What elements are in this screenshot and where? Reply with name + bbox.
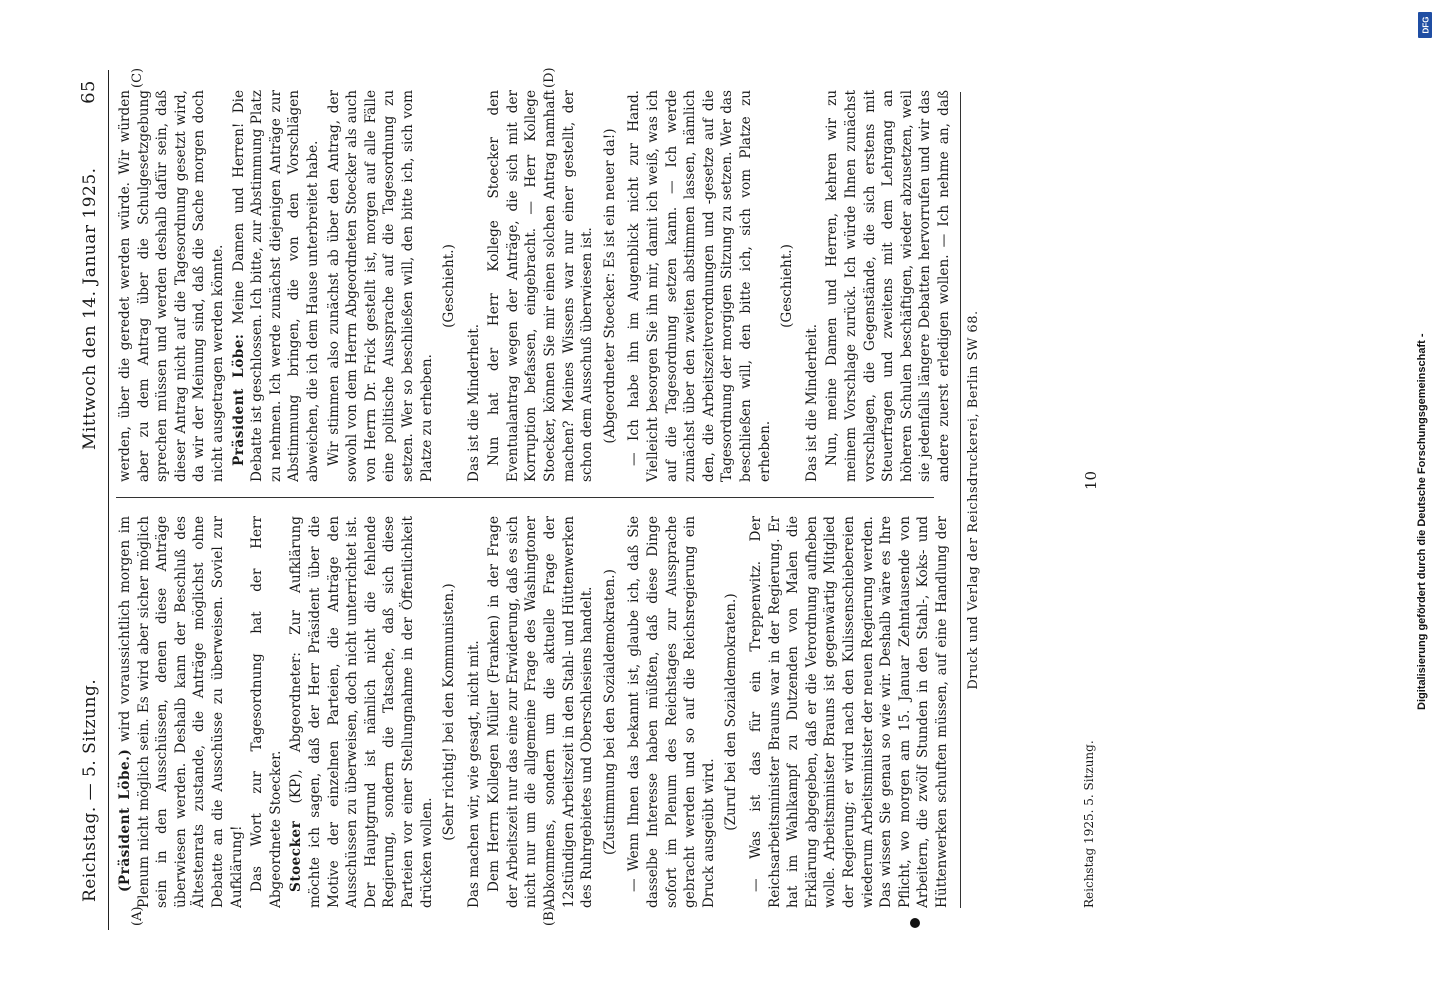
paragraph-text: Dem Herrn Kollegen Müller (Franken) in der Frage der Arbeitszeit nur das eine zur Erwiderung, daß es sich nicht nur um die allgemeine Frage des Washingtoner Abkommens, sondern um die aktuelle Frage der 12stündigen Arbeitszeit in den Stahl- und Hüttenwerken des Ruhrgebietes und Oberschlesiens handelt. (486, 516, 596, 908)
paragraph (485, 90, 597, 482)
paragraph-text: Das ist die Minderheit. (803, 323, 820, 482)
interjection (722, 516, 741, 908)
bullet-dot (910, 918, 920, 928)
paragraph (803, 90, 822, 482)
speaker-name: (Präsident Löbe.) (117, 748, 133, 892)
margin-marker-d: (D) (542, 67, 557, 88)
page-number: 65 (78, 80, 99, 104)
paragraph-text: (Geschieht.) (779, 244, 796, 328)
footer-rule (960, 92, 961, 908)
interjection (601, 90, 620, 482)
running-head (72, 70, 109, 930)
paragraph-text: Wir stimmen also zunächst ab über den Antrag, der sowohl von dem Herrn Abgeordneten Stoecker als auch von Herrn Dr. Frick gestellt ist, morgen auf alle Fälle eine politische Aussprache auf die Tagesordnung zu setzen. Wer so beschließen will, den bitte ich, sich vom Platze zu erheben. (325, 90, 435, 482)
paragraph-text: Das ist die Minderheit. (465, 323, 482, 482)
paragraph (823, 90, 954, 482)
margin-marker-c: (C) (130, 67, 145, 88)
paragraph-text: Das Wort zur Tagesordnung hat der Herr Abgeordnete Stoecker. (249, 516, 284, 908)
paragraph-text: Nun, meine Damen und Herren, kehren wir zu meinem Vorschlage zurück. Ich würde Ihnen zunächst vorschlagen, die Gegenstände, die sich erstens mit Steuerfragen und zweitens mit dem Lehrgang an höheren Schulen beschäftigen, wieder abzusetzen, weil sie jedenfalls längere Debatten hervorrufen und wir das andere zuerst erledigen wollen. — Ich nehme an, daß (824, 90, 952, 482)
paragraph (465, 516, 484, 908)
paragraph-text: (Zustimmung bei den Sozialdemokraten.) (601, 569, 618, 855)
paragraph (230, 90, 323, 482)
session-title: Reichstag. — 5. Sitzung. (80, 678, 100, 902)
paragraph (465, 90, 484, 482)
dfg-logo: DFG (1418, 12, 1432, 38)
interjection (440, 516, 459, 908)
paragraph-text: Meine Damen und Herren! Die Debatte ist geschlossen. Ich bitte, zur Abstimmung Platz zu nehmen. Ich werde zunächst diejenigen Anträge zur Abstimmung bringen, die von den Vorschlägen abweichen, die ich dem Hause unterbreitet habe. (230, 90, 321, 482)
sheet-number: 10 (1082, 470, 1100, 490)
margin-marker-b: (B) (542, 906, 557, 926)
paragraph-text: (Sehr richtig! bei den Kommunisten.) (441, 583, 458, 841)
dfg-watermark (1416, 10, 1434, 990)
paragraph-text: (Geschieht.) (441, 244, 458, 328)
speaker-name: Stoecker (288, 820, 305, 892)
paragraph-text: — Ich habe ihn im Augenblick nicht zur Hand. Vielleicht besorgen Sie ihn mir, damit ich weiß, was ich auf die Tagesordnung setzen kann. — Ich werde zunächst über den zweiten abstimmen lassen, nämlich den, die Arbeitszeitverordnungen und -gesetze auf die Tagesordnung der morgigen Sitzung zu setzen. Wer das beschließen will, den bitte ich, sich vom Platze zu erheben. (626, 90, 773, 482)
paragraph-text: — Was ist das für ein Treppenwitz. Der Reichsarbeitsminister Brauns war in der Regierung. Er hat im Wahlkampf zu Dutzenden von Malen die Erklärung abgegeben, daß er die Verordnung aufheben wolle. Arbeitsminister Brauns ist gegenwärtig Mitglied der Regierung; er wird nach den Kulissenschiebereien wiederum Arbeitsminister der neuen Regierung werden. Das wissen Sie genau so wie wir. Deshalb wäre es Ihre Pflicht, wo morgen am 15. Januar Zehntausende von Arbeitern, die zwölf Stunden in den Stahl-, Koks- und Hüttenwerken schuften müssen, auf eine Handlung der (748, 516, 950, 908)
paragraph (625, 90, 774, 482)
paragraph-text: wird voraussichtlich morgen im Plenum nicht möglich sein. Es wird aber sicher möglich sein in den Ausschüssen, denen diese Anträge überwiesen werden. Deshalb kann der Beschluß des Ältestenrats zustande, die Anträge möglichst ohne Debatte an die Ausschüsse zu überweisen. Soviel zur Aufklärung! (117, 516, 245, 908)
interjection (440, 90, 459, 482)
paragraph (116, 90, 228, 482)
right-column (116, 90, 954, 482)
rotated-page (72, 67, 1362, 930)
margin-marker-a: (A) (130, 906, 145, 926)
paragraph (325, 90, 437, 482)
paragraph (625, 516, 718, 908)
paragraph (485, 516, 597, 908)
left-column (116, 516, 954, 908)
paragraph-text: werden, über die geredet werden würde. Wir würden aber zu dem Antrag über die Schulgesetzgebung sprechen müssen und werden deshalb dafür sein, daß dieser Antrag nicht auf die Tagesordnung gesetzt wird, da wir der Meinung sind, daß die Sache morgen doch nicht ausgetragen werden könnte. (117, 90, 226, 482)
interjection (601, 516, 620, 908)
paragraph (248, 516, 285, 908)
paragraph-text: (Abgeordneter Stoecker: Es ist ein neuer da!) (601, 128, 618, 444)
paragraph-text: (Zuruf bei den Sozialdemokraten.) (723, 593, 740, 831)
interjection (778, 90, 797, 482)
paragraph-text: Das machen wir, wie gesagt, nicht mit. (465, 640, 482, 908)
paragraph (287, 516, 436, 908)
session-date: Mittwoch den 14. Januar 1925. (80, 167, 100, 450)
paragraph (116, 516, 246, 908)
paragraph-text: — Wenn Ihnen das bekannt ist, glaube ich, daß Sie dasselbe Interesse haben müßten, daß diese Dinge sofort im Plenum des Reichstages zur Aussprache gebracht werden und so auf die Reichsregierung ein Druck ausgeübt wird. (626, 516, 717, 908)
printer-line: Druck und Verlag der Reichsdruckerei, Berlin SW 68. (966, 310, 981, 690)
sheet-signature: Reichstag 1925. 5. Sitzung. (1082, 740, 1096, 908)
paragraph (747, 516, 954, 908)
column-divider (116, 497, 934, 498)
watermark-text: Digitalisierung gefördert durch die Deutsche Forschungsgemeinschaft - (1416, 333, 1428, 710)
speaker-name: Präsident Löbe: (230, 333, 247, 466)
paragraph-text: Nun hat der Herr Kollege Stoecker den Eventualantrag wegen der Anträge, die sich mit der Korruption befassen, eingebracht. — Herr Kollege Stoecker, können Sie mir einen solchen Antrag namhaft machen? Meines Wissens war nur einer gestellt, der schon dem Ausschuß überwiesen ist. (486, 90, 596, 482)
paragraph-text: (KP), Abgeordneter: Zur Aufklärung möchte ich sagen, daß der Herr Präsident über die Motive der einzelnen Parteien, die Anträge den Ausschüssen zu überweisen, doch nicht unterrichtet ist. Der Hauptgrund ist nämlich nicht die fehlende Regierung, sondern die Tatsache, daß sich diese Parteien vor einer Stellungnahme in der Öffentlichkeit drücken wollen. (288, 516, 435, 908)
